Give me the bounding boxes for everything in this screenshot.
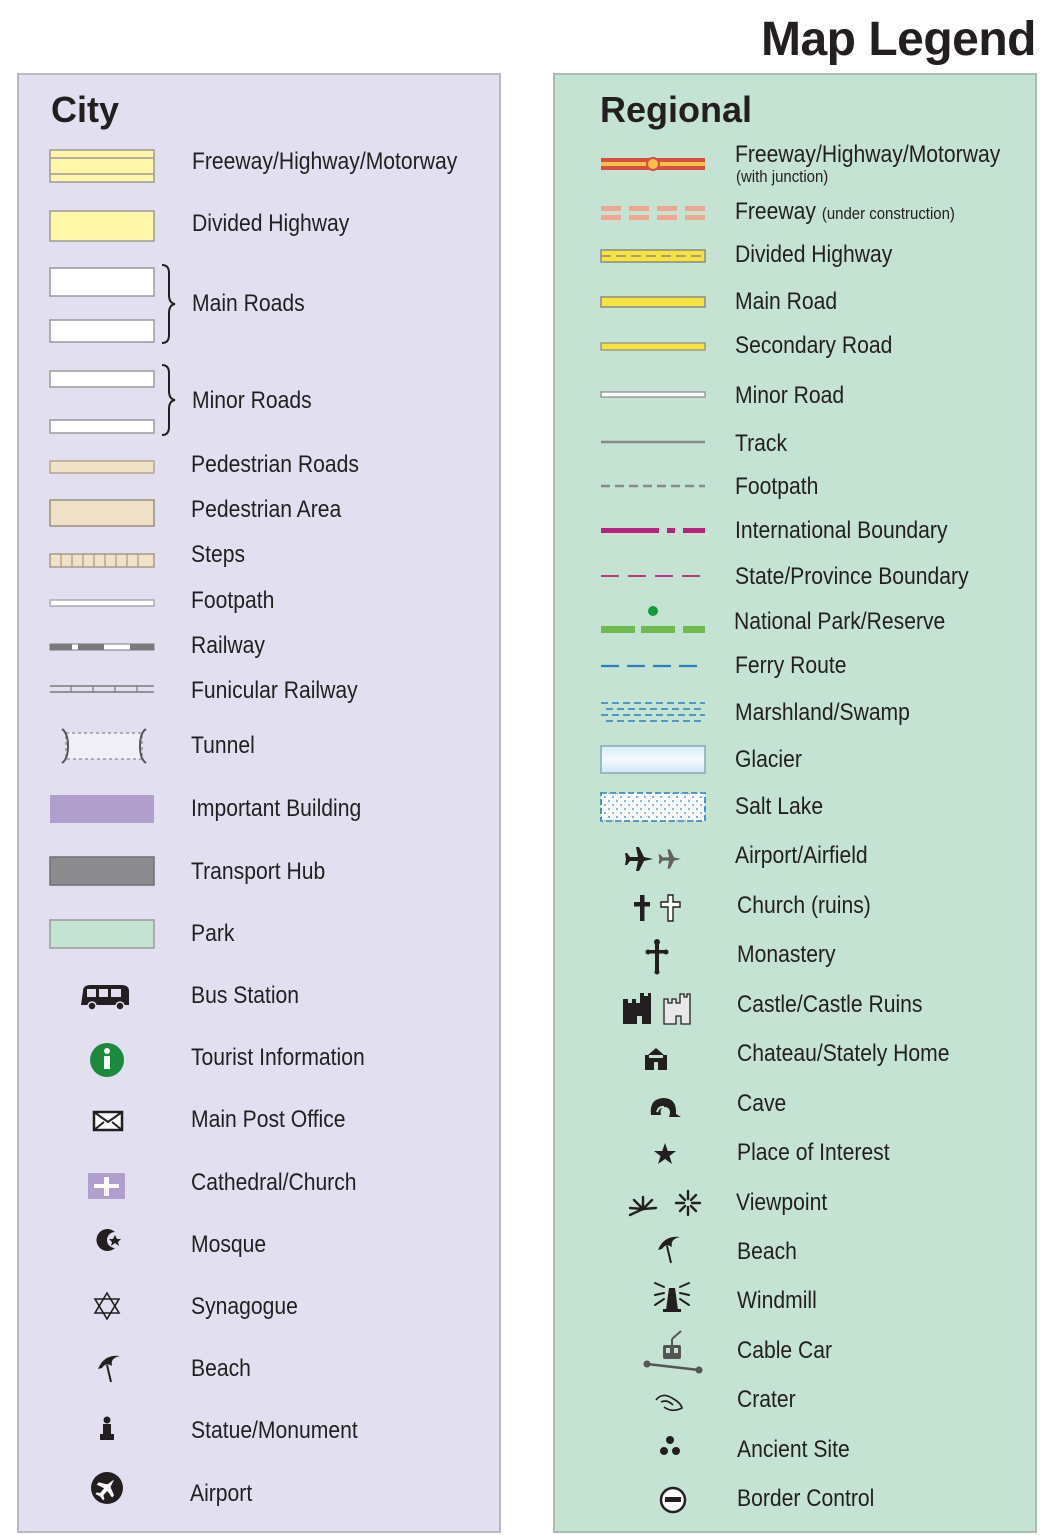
regional-label-track: Track (735, 430, 788, 457)
regional-castle-icon (623, 993, 690, 1024)
city-label-bus-station: Bus Station (191, 982, 300, 1009)
city-cross-box-icon (88, 1173, 125, 1199)
city-label-freeway: Freeway/Highway/Motorway (192, 148, 458, 175)
regional-ancient-site-icon (660, 1436, 680, 1455)
regional-label-viewpoint: Viewpoint (736, 1189, 828, 1216)
city-freeway-symbol (50, 150, 154, 182)
regional-windmill-icon (655, 1283, 689, 1312)
city-envelope-icon (94, 1112, 122, 1130)
city-crescent-icon (96, 1229, 121, 1251)
regional-secondary-road-symbol (601, 343, 705, 350)
regional-label-chateau: Chateau/Stately Home (737, 1040, 950, 1067)
regional-label-national-park: National Park/Reserve (734, 608, 946, 635)
regional-minor-road-symbol (601, 392, 705, 397)
city-label-statue: Statue/Monument (191, 1417, 358, 1444)
regional-label-airport: Airport/Airfield (735, 842, 868, 869)
regional-label-cave: Cave (737, 1090, 787, 1117)
regional-label-beach: Beach (737, 1238, 797, 1265)
regional-salt-lake-symbol (601, 793, 705, 821)
city-label-funicular: Funicular Railway (191, 677, 358, 704)
city-main-roads-symbol (50, 265, 175, 343)
regional-label-border-control: Border Control (737, 1485, 875, 1512)
city-divided-highway-symbol (50, 211, 154, 241)
regional-marsh-symbol (601, 703, 705, 721)
regional-label-crater: Crater (737, 1386, 796, 1413)
city-legend-panel (17, 73, 501, 1533)
city-funicular-symbol (50, 686, 154, 692)
regional-freeway-construction-symbol (601, 206, 705, 220)
regional-national-park-symbol (601, 606, 705, 633)
city-heading: City (51, 89, 120, 130)
regional-divided-highway-symbol (601, 250, 705, 262)
city-star-of-david-icon (95, 1293, 119, 1319)
city-label-synagogue: Synagogue (191, 1293, 298, 1320)
regional-note-under-construction: (under construction) (821, 204, 955, 223)
regional-label-windmill: Windmill (737, 1287, 817, 1314)
city-info-icon (90, 1043, 124, 1077)
regional-label-place-of-interest: Place of Interest (737, 1139, 890, 1166)
regional-cross-icon (634, 895, 680, 921)
regional-main-road-symbol (601, 297, 705, 307)
city-label-mosque: Mosque (191, 1231, 267, 1258)
city-label-transport-hub: Transport Hub (191, 858, 326, 885)
city-transport-hub-symbol (50, 857, 154, 885)
regional-label-main-road: Main Road (735, 288, 838, 315)
regional-label-freeway-uc: Freeway (735, 198, 816, 225)
city-label-steps: Steps (191, 541, 246, 568)
city-label-important-building: Important Building (191, 795, 362, 822)
regional-cable-car-icon (644, 1331, 703, 1374)
regional-star-icon (654, 1143, 676, 1164)
city-label-park: Park (191, 920, 235, 947)
regional-label-footpath: Footpath (735, 473, 819, 500)
regional-label-divided-highway: Divided Highway (735, 241, 893, 268)
city-park-symbol (50, 920, 154, 948)
city-minor-roads-symbol (50, 365, 175, 435)
regional-label-cable-car: Cable Car (737, 1337, 833, 1364)
regional-glacier-symbol (601, 746, 705, 773)
regional-monastery-icon (646, 939, 669, 975)
regional-label-church: Church (ruins) (737, 892, 871, 919)
regional-label-state-boundary: State/Province Boundary (735, 563, 969, 590)
city-umbrella-icon (98, 1356, 120, 1382)
city-steps-symbol (50, 554, 154, 567)
regional-international-boundary-symbol (601, 528, 705, 533)
city-label-pedestrian-area: Pedestrian Area (191, 496, 342, 523)
city-railway-symbol (50, 644, 154, 650)
city-tunnel-symbol (62, 729, 146, 763)
regional-cave-icon (651, 1098, 681, 1117)
city-airport-circle-icon (91, 1472, 123, 1504)
regional-crater-icon (656, 1395, 682, 1410)
city-important-building-symbol (50, 795, 154, 823)
city-label-cathedral: Cathedral/Church (191, 1169, 357, 1196)
city-label-tourist-information: Tourist Information (191, 1044, 365, 1071)
regional-umbrella-icon (658, 1237, 680, 1263)
regional-label-monastery: Monastery (737, 941, 836, 968)
map-legend-title: Map Legend (760, 13, 1036, 66)
regional-label-secondary-road: Secondary Road (735, 332, 893, 359)
regional-note-junction: (with junction) (736, 167, 829, 186)
regional-label-freeway-construction (735, 200, 955, 224)
regional-label-minor-road: Minor Road (735, 382, 845, 409)
regional-freeway-junction-symbol (601, 158, 705, 170)
city-footpath-symbol (50, 600, 154, 606)
city-pedestrian-area-symbol (50, 500, 154, 526)
regional-border-control-icon (661, 1488, 685, 1512)
regional-plane-icon (625, 847, 681, 871)
city-pedestrian-roads-symbol (50, 461, 154, 473)
regional-chateau-icon (645, 1048, 667, 1070)
regional-label-castle: Castle/Castle Ruins (737, 991, 923, 1018)
regional-viewpoint-icon (630, 1191, 700, 1215)
city-label-minor-roads: Minor Roads (192, 387, 312, 414)
city-statue-icon (100, 1417, 114, 1441)
city-label-railway: Railway (191, 632, 265, 659)
regional-label-ancient-site: Ancient Site (737, 1436, 850, 1463)
city-label-footpath: Footpath (191, 587, 275, 614)
regional-heading: Regional (600, 89, 753, 130)
city-label-beach: Beach (191, 1355, 251, 1382)
city-label-divided-highway: Divided Highway (192, 210, 350, 237)
regional-label-salt-lake: Salt Lake (735, 793, 824, 820)
city-label-pedestrian-roads: Pedestrian Roads (191, 451, 359, 478)
regional-label-international-boundary: International Boundary (735, 517, 948, 544)
regional-legend-panel (553, 73, 1037, 1533)
regional-label-freeway: Freeway/Highway/Motorway (735, 141, 1001, 168)
city-bus-icon (81, 985, 129, 1010)
regional-label-marshland: Marshland/Swamp (735, 699, 910, 726)
city-label-tunnel: Tunnel (191, 732, 255, 759)
city-label-airport: Airport (190, 1480, 253, 1507)
regional-label-glacier: Glacier (735, 746, 802, 773)
city-label-post-office: Main Post Office (191, 1106, 346, 1133)
regional-label-ferry-route: Ferry Route (735, 652, 847, 679)
city-label-main-roads: Main Roads (192, 290, 305, 317)
